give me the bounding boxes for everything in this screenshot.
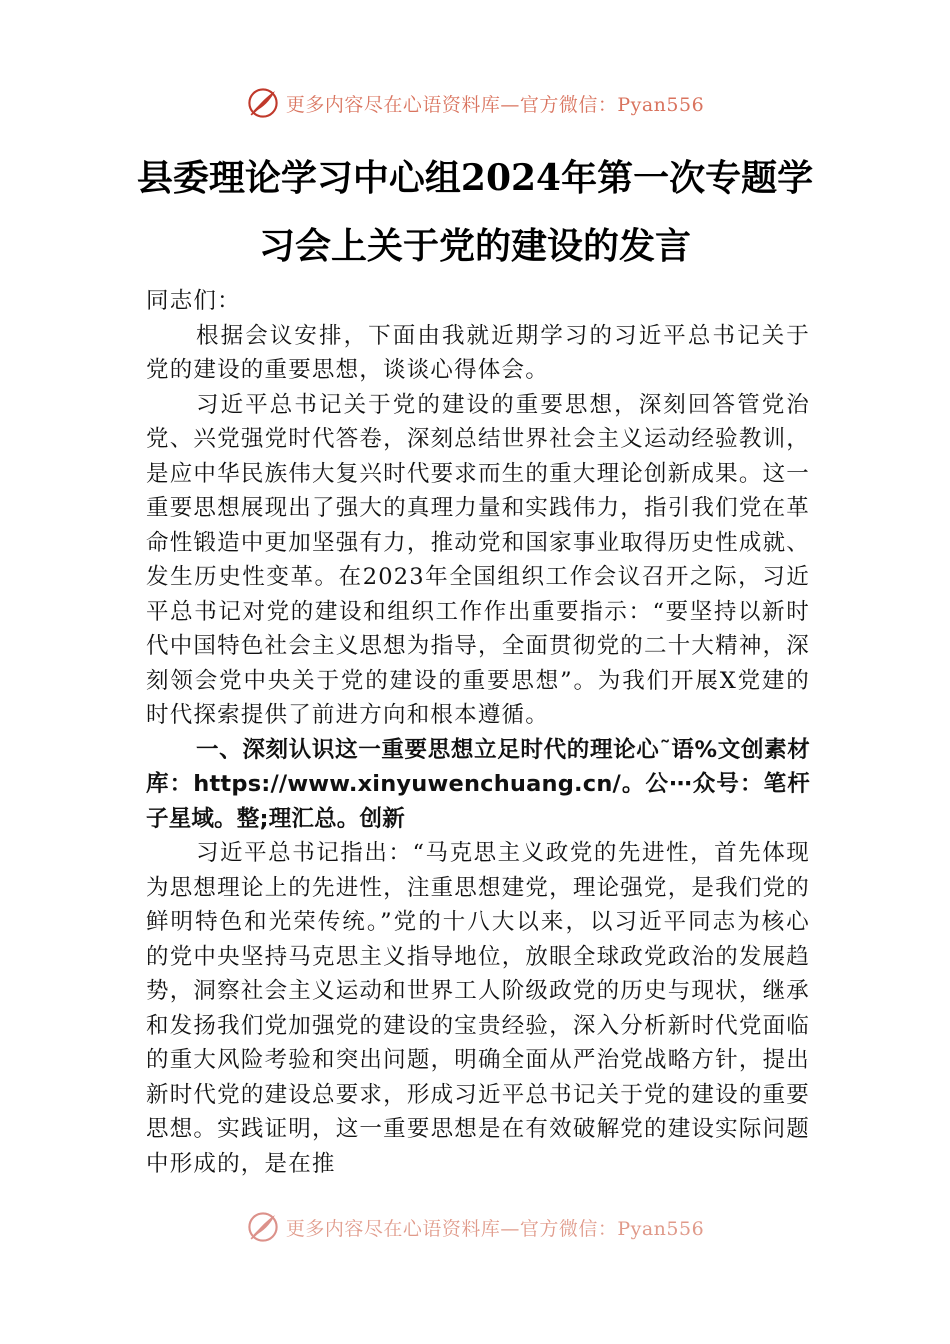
paragraph-intro: 根据会议安排，下面由我就近期学习的习近平总书记关于党的建设的重要思想，谈谈心得体会。	[146, 322, 810, 383]
banner-text: 更多内容尽在心语资料库—官方微信：Pyan556	[285, 93, 705, 116]
document-body	[146, 284, 810, 1181]
section-heading-1: 一、深刻认识这一重要思想立足时代的理论心˜语%文创素材库：https://www.xinyuwenchuang.cn/。公⋯众号：笔杆子星域。整;理汇总。创新	[146, 736, 810, 832]
header-banner	[0, 84, 950, 122]
paragraph-overview: 习近平总书记关于党的建设的重要思想，深刻回答管党治党、兴党强党时代答卷，深刻总结世界社会主义运动经验教训，是应中华民族伟大复兴时代要求而生的重大理论创新成果。这一重要思想展现出了强大的真理力量和实践伟力，指引我们党在革命性锻造中更加坚强有力，推动党和国家事业取得历史性成就、发生历史性变革。在2023年全国组织工作会议召开之际，习近平总书记对党的建设和组织工作作出重要指示：“要坚持以新时代中国特色社会主义思想为指导，全面贯彻党的二十大精神，深刻领会党中央关于党的建设的重要思想”。为我们开展X党建的时代探索提供了前进方向和根本遵循。	[146, 391, 810, 728]
feather-pen-logo-icon	[246, 86, 280, 120]
footer-banner-text: 更多内容尽在心语资料库—官方微信：Pyan556	[285, 1217, 705, 1240]
salutation: 同志们：	[146, 288, 241, 314]
document-title-line-1: 县委理论学习中心组2024年第一次专题学	[136, 157, 814, 199]
feather-pen-logo-icon	[246, 1210, 280, 1244]
document-title-line-2: 习会上关于党的建设的发言	[258, 225, 691, 267]
paragraph-section-1: 习近平总书记指出：“马克思主义政党的先进性，首先体现为思想理论上的先进性，注重思想建党，理论强党，是我们党的鲜明特色和光荣传统。”党的十八大以来，以习近平同志为核心的党中央坚持马克思主义指导地位，放眼全球政党政治的发展趋势，洞察社会主义运动和世界工人阶级政党的历史与现状，继承和发扬我们党加强党的建设的宝贵经验，深入分析新时代党面临的重大风险考验和突出问题，明确全面从严治党战略方针，提出新时代党的建设总要求，形成习近平总书记关于党的建设的重要思想。实践证明，这一重要思想是在有效破解党的建设实际问题中形成的，是在推	[146, 840, 810, 1177]
footer-banner	[0, 1208, 950, 1246]
